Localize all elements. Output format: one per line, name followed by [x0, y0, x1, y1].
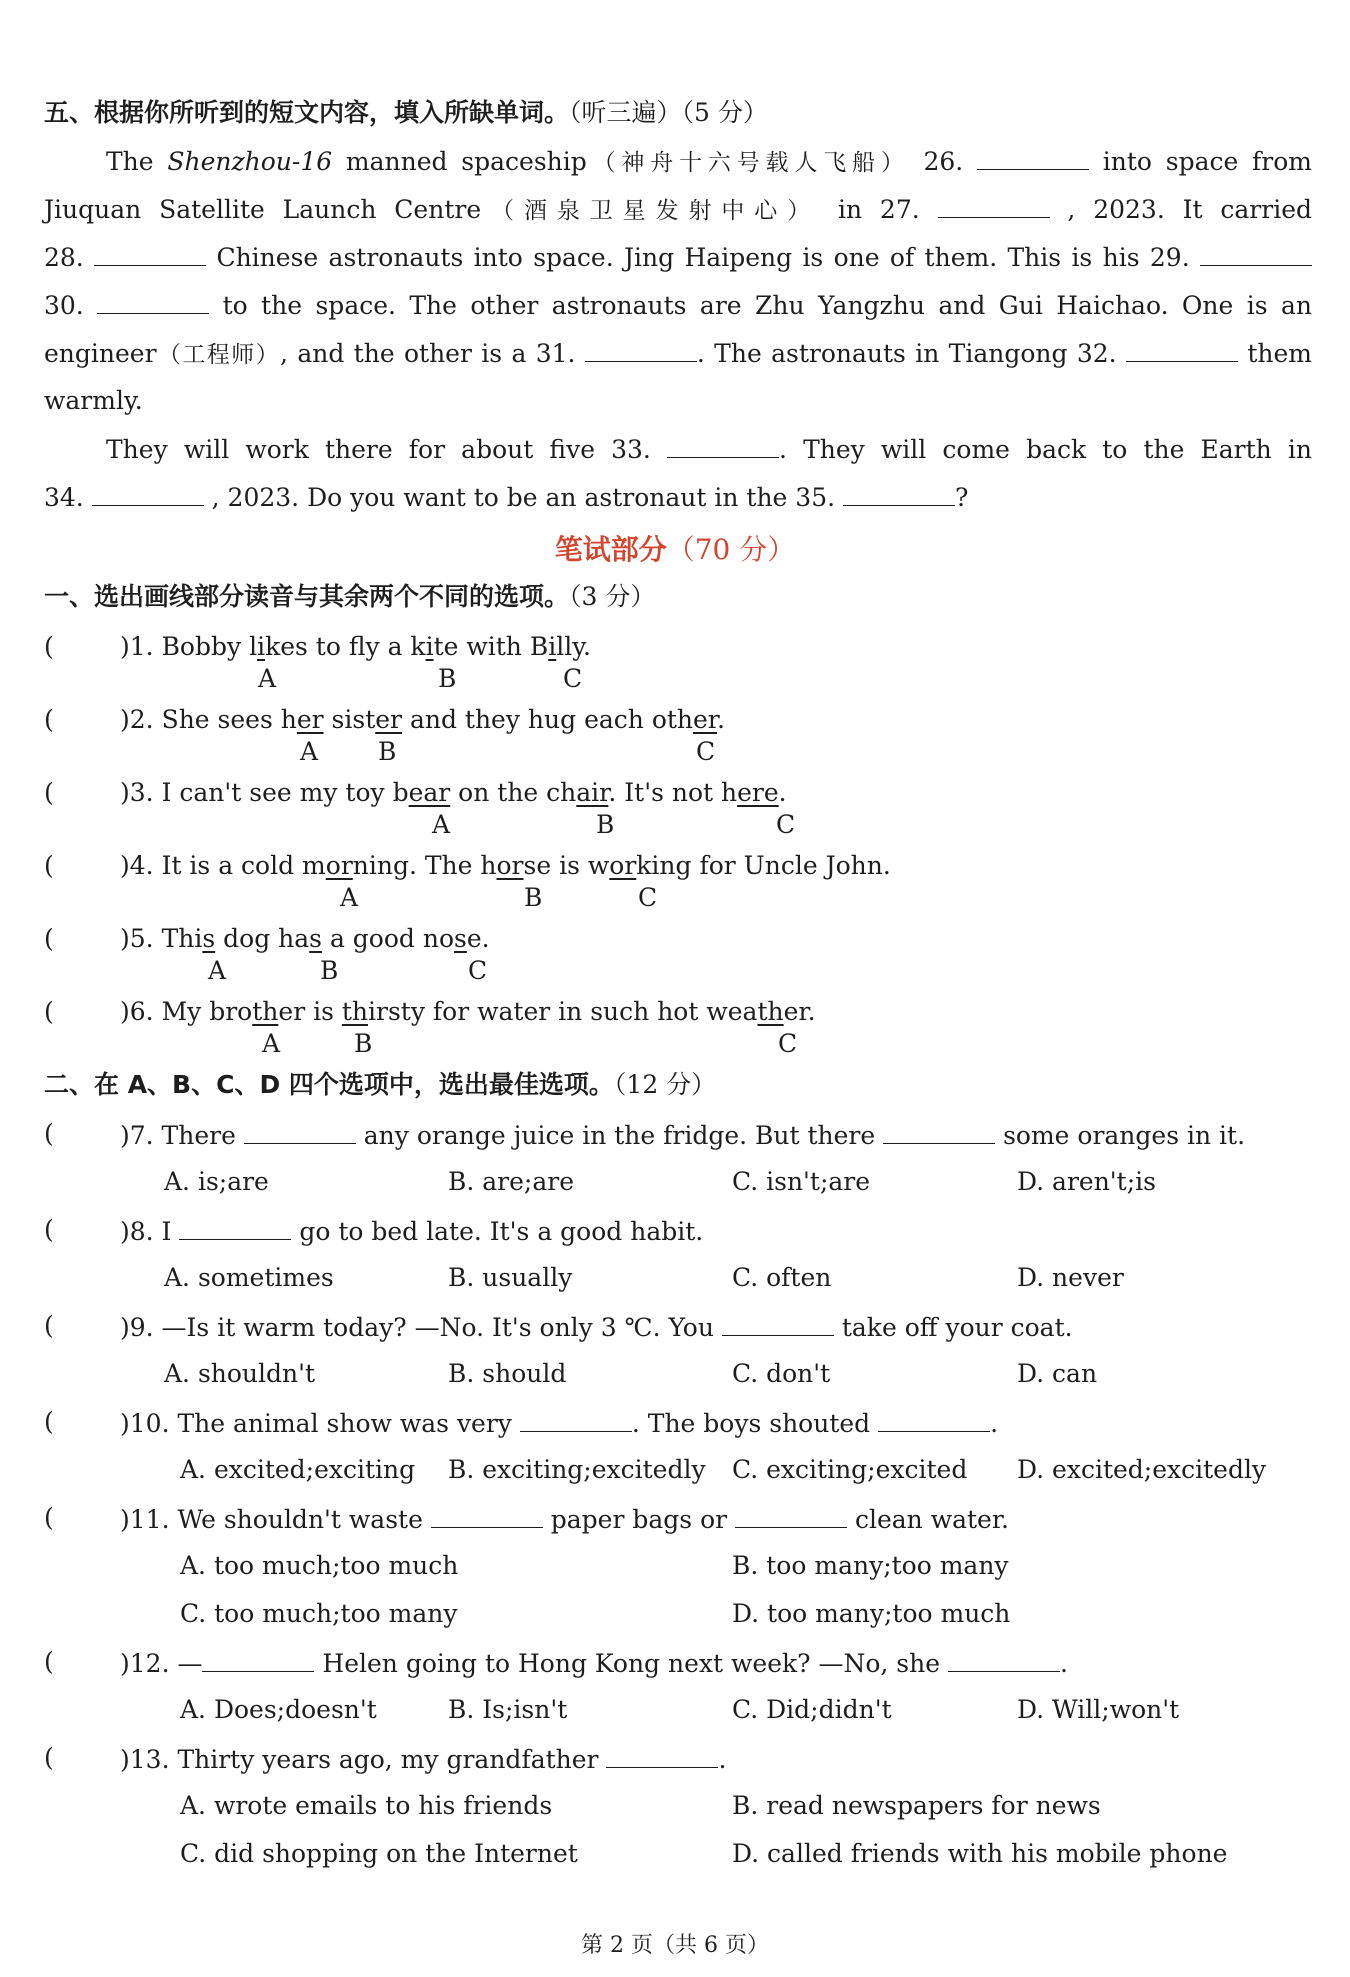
option-b[interactable]: B. usually [448, 1263, 573, 1292]
written-title-text: 笔试部分 [554, 533, 667, 566]
section1-heading [44, 579, 1312, 615]
blank-33[interactable] [667, 431, 779, 458]
passage-line-6: warmly. [44, 386, 143, 415]
passage-line-5: engineer（工程师）, and the other is a 31. . The astronauts in Tiangong 32. them [44, 335, 1312, 373]
option-letter-c: C [776, 810, 796, 839]
option-letter-b: B [354, 1029, 373, 1058]
option-d[interactable]: D. called friends with his mobile phone [732, 1839, 1228, 1868]
answer-paren[interactable]: ( [44, 1311, 54, 1340]
option-a[interactable]: A. is;are [164, 1167, 269, 1196]
section1-heading-text: 一、选出画线部分读音与其余两个不同的选项。 [44, 582, 570, 611]
option-a[interactable]: A. shouldn't [164, 1359, 316, 1388]
option-letter-c: C [696, 737, 716, 766]
option-letter-c: C [563, 664, 583, 693]
blank-29[interactable] [1200, 239, 1312, 266]
blank[interactable] [520, 1405, 632, 1432]
written-score: （70 分） [666, 533, 796, 566]
option-c[interactable]: C. too much;too many [180, 1599, 458, 1628]
blank-31[interactable] [585, 335, 697, 362]
option-c[interactable]: C. don't [732, 1359, 831, 1388]
answer-paren[interactable]: ( [44, 1743, 54, 1772]
exam-page: 五、根据你所听到的短文内容，填入所缺单词。（听三遍）（5 分） The Shenzhou-16 manned spaceship（神舟十六号载人飞船） 26. into space from Jiuquan Satellite Launch Centre（酒泉卫星发射中心） in 27. , 2023. It carried 28. Chinese astronauts into space. Jing Haipeng is one of them. This is his 29. 30. to the space. The other astronauts are Zhu Yangzhu and Gui Haichao. One is an engineer（工程师）, and the other is a 31. . The astronauts in Tiangong 32. them warmly. They will work there for about five 33. . They will come back to the Earth in 34. , 2023. Do you want to be an astronaut in the 35. ? 笔试部分（70 分） 一、选出画线部分读音与其余两个不同的选项。（3 分） ( )1. Bobby likes to fly a kite with Billy. A B C ( )2. She sees her sister and they hug each other. A B C ( )3. I can't see my toy bear on the chair. It's not here. A B C ( )4. It is a cold morning. The horse is working for Uncle John. A B C ( )5. This dog has a good nose. A B C ( )6. My brother is thirsty for water in such hot weather. A B C 二、在 A、B、C、D 四个选项中，选出最佳选项。（12 分） ( )7. There any orange juice in the fridge. But there some oranges in it. A. is;are B. are;are C. isn't;are D. aren't;is ( )8. I go to bed late. It's a good habit. A. sometimes B. usually C. often D. never ( )9. —Is it warm today? —No. It's only 3 ℃. You take off your coat. A. shouldn't B. should C. don't D. can ( )10. The animal show was very . The boys shouted . A. excited;exciting B. exciting;excitedly C. exciting;excited D. excited;excitedly ( )11. We shouldn't waste paper bags or clean water. A. too much;too much B. too many;too many C. too much;too many D. too many;too much ( )12. — Helen going to Hong Kong next week? —No, she . A. Does;doesn't B. Is;isn't C. Did;didn't D. Will;won't ( )13. Thirty years ago, my grandfather . A. wrote emails to his friends B. read newspapers for news C. did shopping on the Internet D. called friends with his mobile phone 第 2 页（共 6 页） [0, 0, 1350, 1977]
answer-paren[interactable]: ( [44, 1215, 54, 1244]
option-letter-a: A [300, 737, 319, 766]
option-a[interactable]: A. wrote emails to his friends [180, 1791, 553, 1820]
option-a[interactable]: A. Does;doesn't [180, 1695, 377, 1724]
option-c[interactable]: C. Did;didn't [732, 1695, 892, 1724]
option-b[interactable]: B. should [448, 1359, 567, 1388]
passage-line-4: 30. to the space. The other astronauts are Zhu Yangzhu and Gui Haichao. One is an [44, 287, 1312, 324]
blank-27[interactable] [938, 191, 1050, 218]
passage-line-8: 34. , 2023. Do you want to be an astronaut in the 35. ? [44, 479, 1312, 516]
section5-score: （听三遍）（5 分） [569, 98, 768, 127]
passage-line-7: They will work there for about five 33. . They will come back to the Earth in [106, 431, 1312, 468]
blank[interactable] [878, 1405, 990, 1432]
option-letter-a: A [340, 883, 359, 912]
section1-score: （3 分） [569, 582, 656, 611]
section2-heading-text: 二、在 A、B、C、D 四个选项中，选出最佳选项。 [44, 1070, 614, 1099]
option-letter-a: A [208, 956, 227, 985]
answer-paren[interactable]: ( [44, 997, 54, 1026]
written-part-title [0, 528, 1350, 568]
option-b[interactable]: B. Is;isn't [448, 1695, 568, 1724]
option-b[interactable]: B. are;are [448, 1167, 574, 1196]
answer-paren[interactable]: ( [44, 1503, 54, 1532]
section5-heading [44, 95, 1312, 131]
blank[interactable] [722, 1309, 834, 1336]
passage-line-1: The Shenzhou-16 manned spaceship（神舟十六号载人飞船） 26. into space from [106, 143, 1312, 181]
answer-paren[interactable]: ( [44, 1407, 54, 1436]
option-a[interactable]: A. excited;exciting [180, 1455, 416, 1484]
answer-paren[interactable]: ( [44, 851, 54, 880]
option-d[interactable]: D. never [1017, 1263, 1124, 1292]
option-b[interactable]: B. too many;too many [732, 1551, 1009, 1580]
answer-paren[interactable]: ( [44, 1647, 54, 1676]
passage-line-2: Jiuquan Satellite Launch Centre（酒泉卫星发射中心） in 27. , 2023. It carried [44, 191, 1312, 229]
blank[interactable] [948, 1645, 1060, 1672]
option-letter-a: A [432, 810, 451, 839]
passage-line-3: 28. Chinese astronauts into space. Jing Haipeng is one of them. This is his 29. [44, 239, 1312, 276]
answer-paren[interactable]: ( [44, 924, 54, 953]
option-d[interactable]: D. too many;too much [732, 1599, 1011, 1628]
option-letter-c: C [638, 883, 658, 912]
option-d[interactable]: D. Will;won't [1017, 1695, 1180, 1724]
option-letter-b: B [524, 883, 543, 912]
blank-32[interactable] [1126, 335, 1238, 362]
answer-paren[interactable]: ( [44, 632, 54, 661]
answer-paren[interactable]: ( [44, 778, 54, 807]
option-letter-b: B [320, 956, 339, 985]
option-letter-b: B [438, 664, 457, 693]
option-d[interactable]: D. aren't;is [1017, 1167, 1156, 1196]
option-c[interactable]: C. isn't;are [732, 1167, 871, 1196]
page-footer: 第 2 页（共 6 页） [581, 1933, 769, 1958]
option-letter-c: C [778, 1029, 798, 1058]
blank[interactable] [431, 1501, 543, 1528]
blank-26[interactable] [977, 143, 1089, 170]
option-d[interactable]: D. can [1017, 1359, 1098, 1388]
blank[interactable] [606, 1741, 718, 1768]
option-c[interactable]: C. did shopping on the Internet [180, 1839, 578, 1868]
blank[interactable] [735, 1501, 847, 1528]
option-letter-c: C [468, 956, 488, 985]
option-letter-a: A [258, 664, 277, 693]
blank-28[interactable] [94, 239, 206, 266]
blank[interactable] [179, 1213, 291, 1240]
option-letter-b: B [596, 810, 615, 839]
option-d[interactable]: D. excited;excitedly [1017, 1455, 1267, 1484]
blank-34[interactable] [92, 479, 204, 506]
blank[interactable] [244, 1117, 356, 1144]
blank[interactable] [883, 1117, 995, 1144]
option-c[interactable]: C. exciting;excited [732, 1455, 968, 1484]
option-c[interactable]: C. often [732, 1263, 832, 1292]
option-a[interactable]: A. too much;too much [180, 1551, 459, 1580]
blank[interactable] [202, 1645, 314, 1672]
blank-30[interactable] [97, 287, 209, 314]
option-letter-b: B [378, 737, 397, 766]
option-a[interactable]: A. sometimes [164, 1263, 334, 1292]
option-b[interactable]: B. exciting;excitedly [448, 1455, 706, 1484]
answer-paren[interactable]: ( [44, 1119, 54, 1148]
blank-35[interactable] [843, 479, 955, 506]
section2-score: （12 分） [613, 1070, 717, 1099]
option-letter-a: A [262, 1029, 281, 1058]
spaceship-name: Shenzhou-16 [167, 147, 333, 176]
option-b[interactable]: B. read newspapers for news [732, 1791, 1101, 1820]
answer-paren[interactable]: ( [44, 705, 54, 734]
section2-heading [44, 1067, 1312, 1103]
section5-heading-text: 五、根据你所听到的短文内容，填入所缺单词。 [44, 98, 570, 127]
